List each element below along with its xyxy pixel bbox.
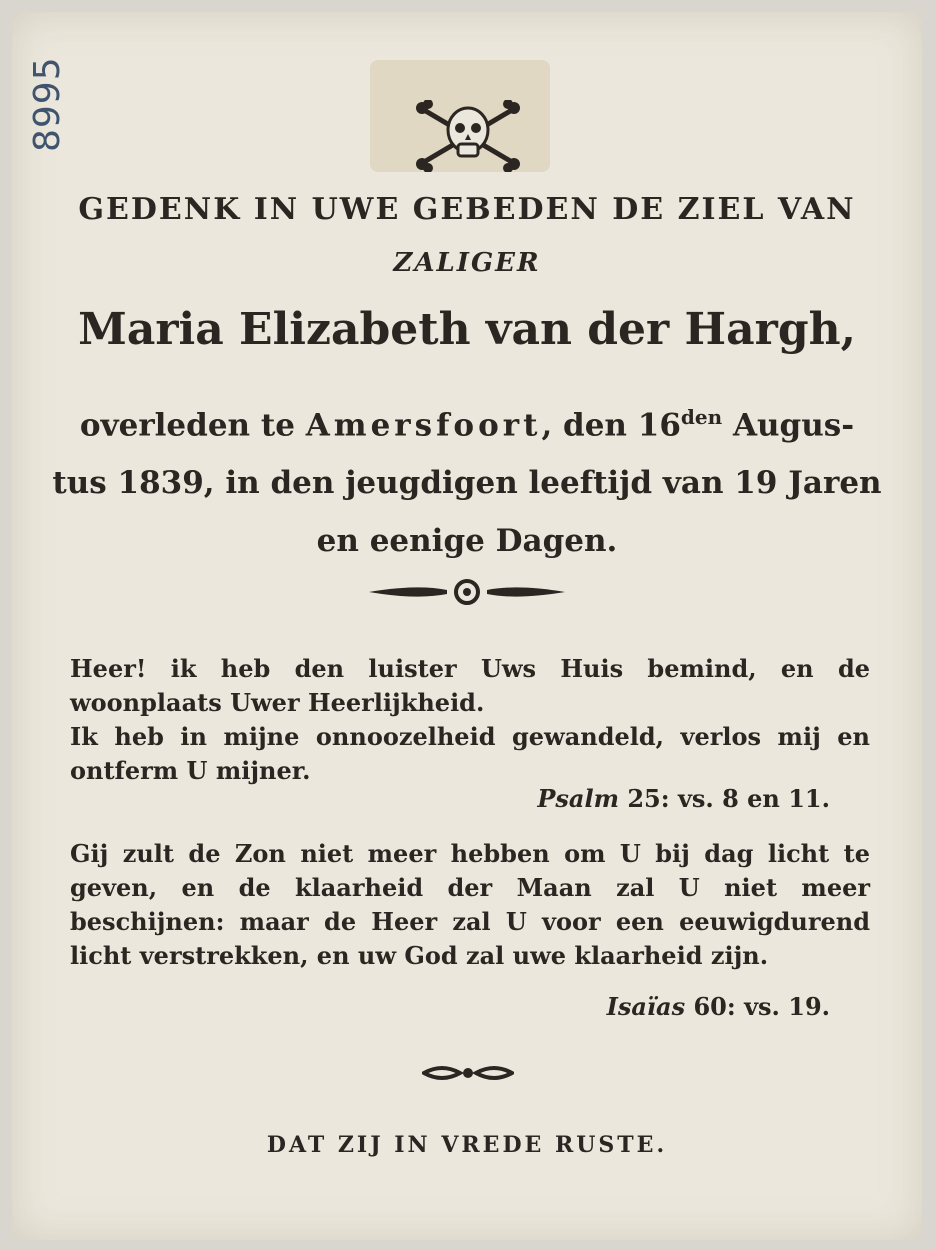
announcement xyxy=(52,388,882,570)
verse-2: Gij zult de Zon niet meer hebben om U bij dag licht te geven, en de klaarheid der Maan zal U niet meer beschijnen: maar de Heer zal U voor een eeuwigdurend licht verstrekken, en uw God zal uwe klaarheid zijn. xyxy=(70,839,870,970)
reference-location: 25: vs. 8 en 11. xyxy=(618,784,830,813)
memorial-card xyxy=(12,12,922,1240)
announcement-month: Augus- xyxy=(722,407,855,444)
city: Amersfoort xyxy=(305,407,542,444)
heading: GEDENK IN UWE GEBEDEN DE ZIEL VAN xyxy=(78,192,856,227)
reference-location: 60: vs. 19. xyxy=(685,992,830,1021)
inventory-number: 8995 xyxy=(27,56,68,152)
skull-crossbones-icon xyxy=(410,100,526,172)
date-suffix: den xyxy=(680,405,723,429)
verse-2-reference xyxy=(607,992,830,1021)
verse-1-part-b: Ik heb in mijne onnoozelheid gewandeld, verlos mij en ontferm U mijner. xyxy=(70,722,870,785)
subheading: ZALIGER xyxy=(393,248,541,278)
verse-1-reference xyxy=(537,784,830,813)
announcement-line-1 xyxy=(52,388,882,454)
verse-1-part-a: Heer! ik heb den luister Uws Huis bemind, en de woonplaats Uwer Heerlijkheid. xyxy=(70,654,870,717)
announcement-date: , den 16 xyxy=(541,407,681,444)
reference-book: Psalm xyxy=(537,784,619,813)
announcement-line-3: en eenige Dagen. xyxy=(316,523,618,560)
closing-line: DAT ZIJ IN VREDE RUSTE. xyxy=(266,1132,668,1158)
ornament-divider-icon xyxy=(367,574,567,610)
ornament-small-icon xyxy=(422,1058,514,1088)
announcement-text: overleden te xyxy=(79,407,295,444)
deceased-name: Maria Elizabeth van der Hargh, xyxy=(78,304,856,355)
announcement-line-2: tus 1839, in den jeugdigen leeftijd van 19 Jaren xyxy=(52,465,882,502)
reference-book: Isaïas xyxy=(606,992,686,1021)
